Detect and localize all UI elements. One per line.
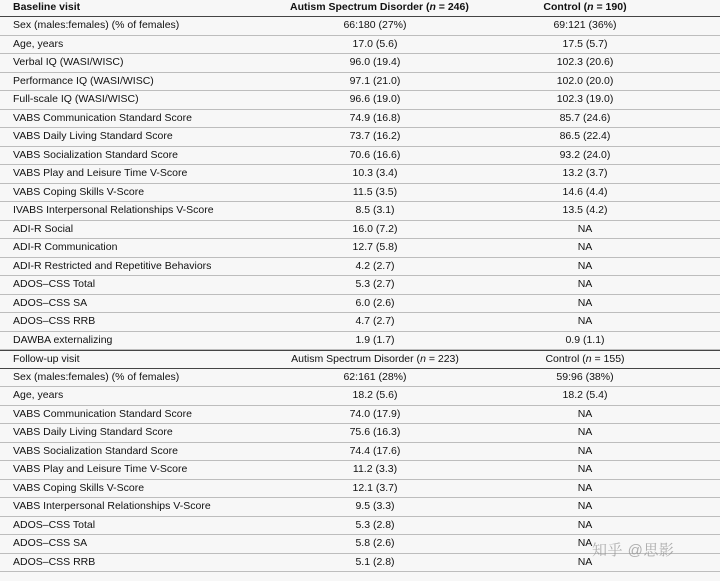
control-value: 102.0 (20.0) xyxy=(556,74,614,87)
row-label: Full-scale IQ (WASI/WISC) xyxy=(13,93,139,105)
followup-header-row xyxy=(0,350,720,369)
table-row xyxy=(0,443,720,462)
row-label: VABS Play and Leisure Time V-Score xyxy=(13,463,188,475)
asd-value: 5.3 (2.7) xyxy=(355,278,395,290)
control-value: 69:121 (36%) xyxy=(553,19,617,31)
header-followup-label: Follow-up visit xyxy=(13,353,80,365)
table-row xyxy=(0,387,720,406)
row-label: ADOS–CSS Total xyxy=(13,278,96,290)
table-row xyxy=(0,165,720,184)
control-value: 0.9 (1.1) xyxy=(565,333,605,346)
control-value: NA xyxy=(577,444,593,457)
row-label: ADOS–CSS Total xyxy=(13,518,96,531)
followup-asd-column: Autism Spectrum Disorder (n = 223) xyxy=(291,353,459,365)
asd-value: 75.6 (16.3) xyxy=(349,426,401,438)
table-row xyxy=(0,73,720,92)
row-label: VABS Communication Standard Score xyxy=(13,111,192,124)
row-label: IVABS Interpersonal Relationships V-Score xyxy=(13,204,214,216)
control-value: NA xyxy=(577,481,593,494)
asd-value: 18.2 (5.6) xyxy=(352,389,398,401)
asd-value: 5.8 (2.6) xyxy=(355,537,395,549)
table-row xyxy=(0,332,720,351)
asd-value: 4.2 (2.7) xyxy=(355,259,395,272)
asd-value: 70.6 (16.6) xyxy=(349,148,401,161)
row-label: VABS Coping Skills V-Score xyxy=(13,481,145,494)
row-label: ADOS–CSS RRB xyxy=(13,315,96,327)
baseline-rows xyxy=(0,17,720,350)
control-value: 102.3 (19.0) xyxy=(556,93,614,105)
control-value: NA xyxy=(577,222,593,235)
row-label: Sex (males:females) (% of females) xyxy=(13,370,180,383)
row-label: Sex (males:females) (% of females) xyxy=(13,19,180,31)
table-row xyxy=(0,295,720,314)
control-value: 93.2 (24.0) xyxy=(559,148,611,161)
row-label: ADOS–CSS SA xyxy=(13,537,88,549)
asd-value: 12.1 (3.7) xyxy=(352,481,398,494)
control-value: NA xyxy=(577,407,593,420)
table-row xyxy=(0,110,720,129)
table-row xyxy=(0,517,720,536)
row-label: Performance IQ (WASI/WISC) xyxy=(13,74,154,87)
control-value: 86.5 (22.4) xyxy=(559,130,611,142)
asd-value: 73.7 (16.2) xyxy=(349,130,401,142)
control-value: NA xyxy=(577,518,593,531)
asd-value: 11.2 (3.3) xyxy=(352,463,398,475)
table-row xyxy=(0,258,720,277)
row-label: ADI-R Communication xyxy=(13,241,118,253)
table-row xyxy=(0,369,720,388)
asd-value: 8.5 (3.1) xyxy=(355,204,395,216)
asd-value: 74.0 (17.9) xyxy=(349,407,401,420)
control-value: 59:96 (38%) xyxy=(556,370,614,383)
row-label: VABS Daily Living Standard Score xyxy=(13,130,173,142)
table-header-row xyxy=(0,0,720,17)
row-label: VABS Play and Leisure Time V-Score xyxy=(13,167,188,179)
header-asd-column: Autism Spectrum Disorder (n = 246) xyxy=(290,1,469,13)
row-label: Age, years xyxy=(13,37,64,50)
row-label: ADI-R Social xyxy=(13,222,74,235)
row-label: VABS Daily Living Standard Score xyxy=(13,426,173,438)
control-value: 102.3 (20.6) xyxy=(556,56,614,68)
table-row xyxy=(0,461,720,480)
table-row xyxy=(0,91,720,110)
asd-value: 6.0 (2.6) xyxy=(355,296,395,309)
table-row xyxy=(0,54,720,73)
row-label: ADOS–CSS RRB xyxy=(13,555,96,568)
row-label: VABS Socialization Standard Score xyxy=(13,148,178,161)
asd-value: 16.0 (7.2) xyxy=(352,222,398,235)
asd-value: 12.7 (5.8) xyxy=(352,241,398,253)
followup-control-column: Control (n = 155) xyxy=(545,353,625,365)
asd-value: 1.9 (1.7) xyxy=(355,333,395,346)
watermark xyxy=(592,539,674,560)
control-value: NA xyxy=(577,241,593,253)
asd-value: 5.3 (2.8) xyxy=(355,518,395,531)
header-baseline-label: Baseline visit xyxy=(13,1,81,13)
asd-value: 74.4 (17.6) xyxy=(349,444,401,457)
asd-value: 96.0 (19.4) xyxy=(349,56,401,68)
header-control-column: Control (n = 190) xyxy=(543,1,627,13)
asd-value: 11.5 (3.5) xyxy=(352,185,398,198)
control-value: NA xyxy=(577,426,593,438)
table-row xyxy=(0,36,720,55)
table-row xyxy=(0,184,720,203)
row-label: VABS Interpersonal Relationships V-Score xyxy=(13,500,211,512)
table-row xyxy=(0,239,720,258)
control-value: NA xyxy=(577,537,593,549)
row-label: VABS Socialization Standard Score xyxy=(13,444,178,457)
asd-value: 62:161 (28%) xyxy=(343,370,407,383)
control-value: NA xyxy=(577,463,593,475)
table-row xyxy=(0,147,720,166)
row-label: Verbal IQ (WASI/WISC) xyxy=(13,56,124,68)
asd-value: 17.0 (5.6) xyxy=(352,37,398,50)
table-row xyxy=(0,17,720,36)
table-row xyxy=(0,128,720,147)
control-value: 17.5 (5.7) xyxy=(562,37,608,50)
control-value: NA xyxy=(577,296,593,309)
row-label: VABS Communication Standard Score xyxy=(13,407,192,420)
row-label: ADOS–CSS SA xyxy=(13,296,88,309)
row-label: ADI-R Restricted and Repetitive Behaviors xyxy=(13,259,212,272)
asd-value: 66:180 (27%) xyxy=(343,19,407,31)
control-value: NA xyxy=(577,315,593,327)
table-row xyxy=(0,406,720,425)
table-row xyxy=(0,276,720,295)
watermark-text: 知乎 @思影 xyxy=(592,542,675,559)
control-value: NA xyxy=(577,278,593,290)
table-row xyxy=(0,202,720,221)
table-row xyxy=(0,480,720,499)
control-value: 13.5 (4.2) xyxy=(562,204,608,216)
asd-value: 97.1 (21.0) xyxy=(349,74,401,87)
control-value: 85.7 (24.6) xyxy=(559,111,611,124)
control-value: 13.2 (3.7) xyxy=(562,167,608,179)
control-value: 18.2 (5.4) xyxy=(562,389,608,401)
control-value: NA xyxy=(577,500,593,512)
table-row xyxy=(0,313,720,332)
control-value: NA xyxy=(577,259,593,272)
asd-value: 96.6 (19.0) xyxy=(349,93,401,105)
asd-value: 4.7 (2.7) xyxy=(355,315,395,327)
control-value: NA xyxy=(577,555,593,568)
table-row xyxy=(0,424,720,443)
asd-value: 9.5 (3.3) xyxy=(355,500,395,512)
table-row xyxy=(0,498,720,517)
asd-value: 10.3 (3.4) xyxy=(352,167,398,179)
row-label: Age, years xyxy=(13,389,64,401)
table-row xyxy=(0,221,720,240)
asd-value: 5.1 (2.8) xyxy=(355,555,395,568)
asd-value: 74.9 (16.8) xyxy=(349,111,401,124)
row-label: VABS Coping Skills V-Score xyxy=(13,185,145,198)
row-label: DAWBA externalizing xyxy=(13,333,113,346)
control-value: 14.6 (4.4) xyxy=(562,185,608,198)
